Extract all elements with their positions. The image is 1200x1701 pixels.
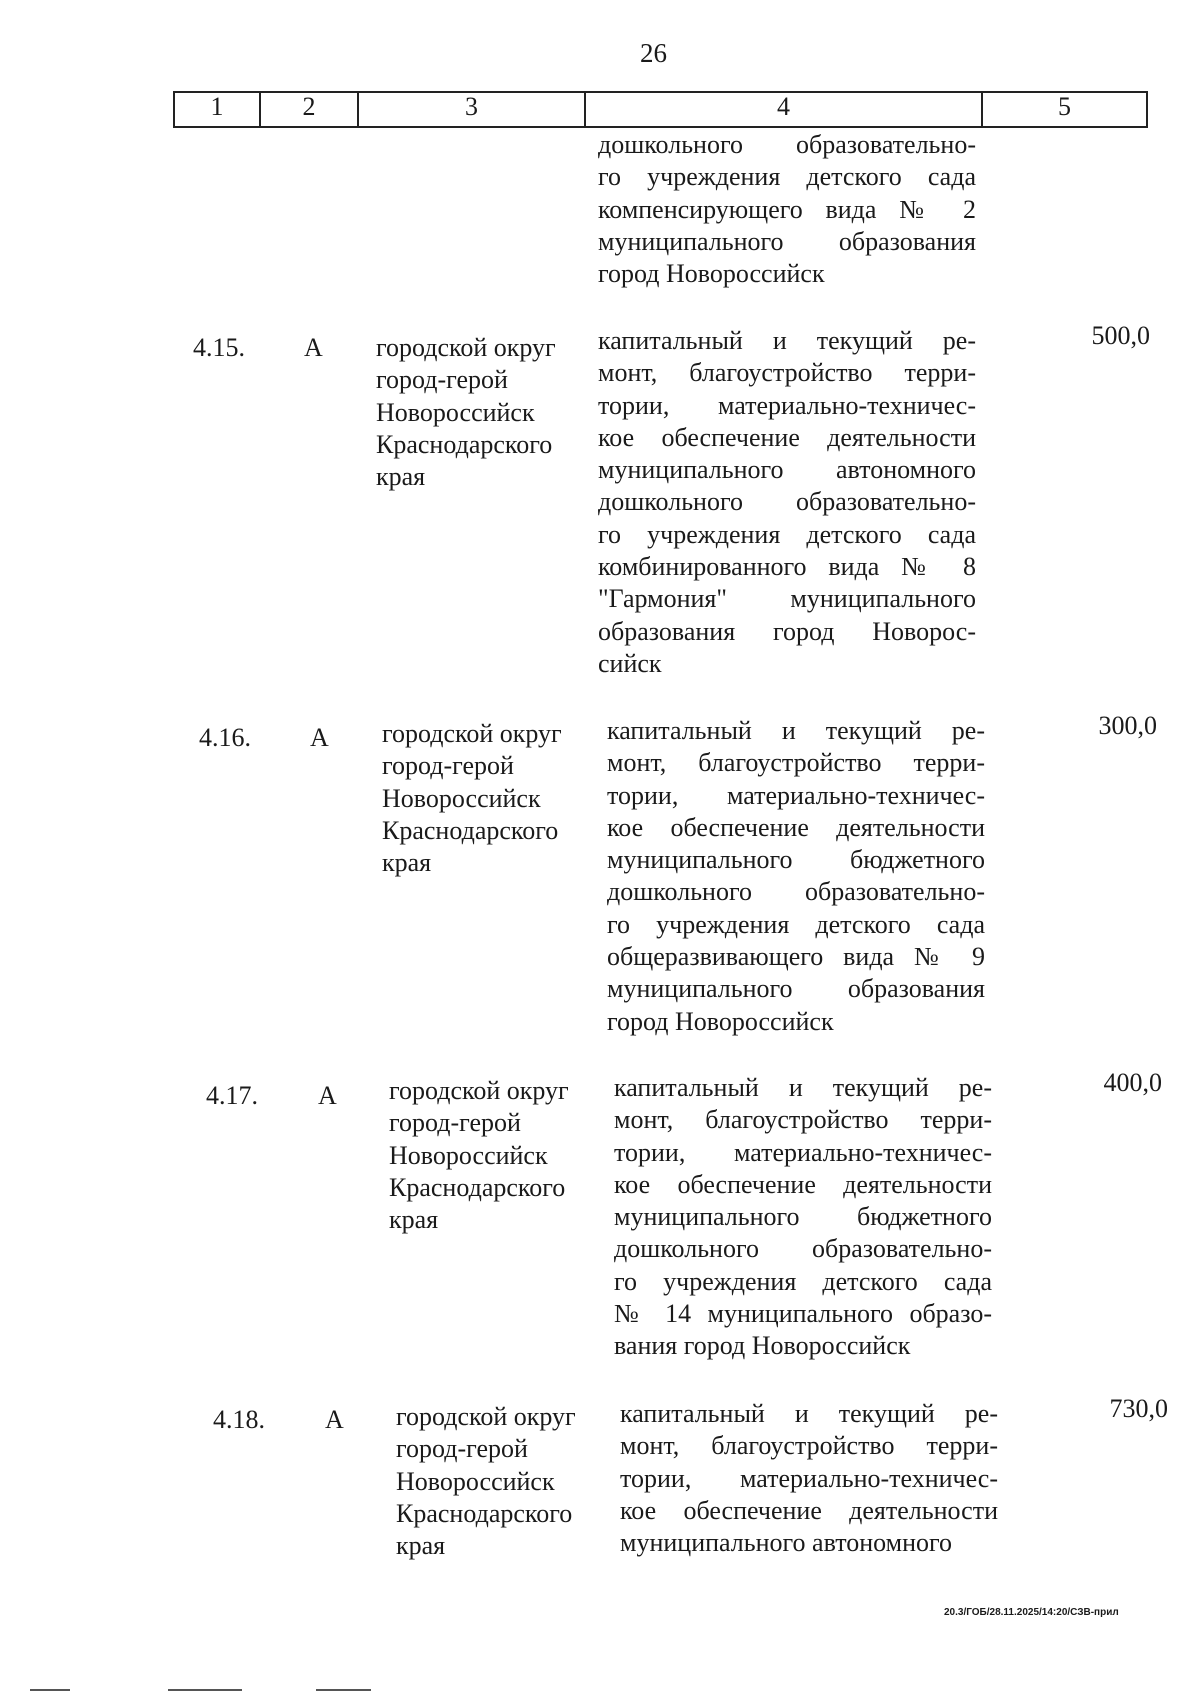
column-header-3: 3 [359, 93, 586, 126]
column-header-4: 4 [586, 93, 983, 126]
row-description: капитальный и текущий ре- монт, благоустройство терри- тории, материально-техничес- кое обеспечение деятельности муниципального автономного дошкольного образовательно- го учреждения детского сада комбинированного вида № 8 "Гармония" муниципального образования город Новорос- сийск [598, 326, 976, 678]
row-amount: 500,0 [1091, 321, 1150, 350]
document-code: 20.3/ГОБ/28.11.2025/14:20/СЗВ-прил [944, 1607, 1119, 1618]
scan-edge-marks [0, 1689, 1200, 1692]
continuation-line: город Новороссийск [598, 259, 825, 289]
row-category: А [304, 333, 323, 362]
row-amount: 730,0 [1109, 1394, 1168, 1423]
page-number: 26 [640, 38, 667, 68]
row-description: капитальный и текущий ре- монт, благоустройство терри- тории, материально-техничес- кое обеспечение деятельности муниципального бюджетного дошкольного образовательно- го учреждения детского сада общеразвивающего вида № 9 муниципального образования город Новороссийск [607, 716, 985, 1036]
column-header-1: 1 [175, 93, 261, 126]
continuation-description [598, 129, 976, 290]
row-number: 4.15. [193, 333, 245, 362]
continuation-line: дошкольного образовательно- [598, 130, 976, 159]
row-amount: 300,0 [1098, 711, 1157, 740]
row-organization: городской округ город-герой Новороссийск Краснодарского края [389, 1076, 569, 1235]
row-amount: 400,0 [1103, 1068, 1162, 1097]
continuation-line: го учреждения детского сада [598, 162, 976, 192]
column-header-row [173, 91, 1148, 128]
row-category: А [318, 1081, 337, 1110]
row-number: 4.18. [213, 1405, 265, 1434]
row-description: капитальный и текущий ре- монт, благоустройство терри- тории, материально-техничес- кое обеспечение деятельности муниципального автономного [620, 1399, 998, 1558]
column-header-2: 2 [261, 93, 359, 126]
row-category: А [310, 723, 329, 752]
continuation-line: муниципального образования [598, 226, 976, 256]
row-number: 4.17. [206, 1081, 258, 1110]
row-description: капитальный и текущий ре- монт, благоустройство терри- тории, материально-техничес- кое обеспечение деятельности муниципального бюджетного дошкольного образовательно- го учреждения детского сада № 14 муниципального образо- вания город Новороссийск [614, 1073, 992, 1361]
row-organization: городской округ город-герой Новороссийск Краснодарского края [382, 719, 562, 878]
row-category: А [325, 1405, 344, 1434]
continuation-line: компенсирующего вида № 2 [598, 194, 976, 224]
row-organization: городской округ город-герой Новороссийск Краснодарского края [396, 1402, 576, 1561]
column-header-5: 5 [1058, 92, 1071, 121]
row-number: 4.16. [199, 723, 251, 752]
row-organization: городской округ город-герой Новороссийск Краснодарского края [376, 333, 556, 492]
